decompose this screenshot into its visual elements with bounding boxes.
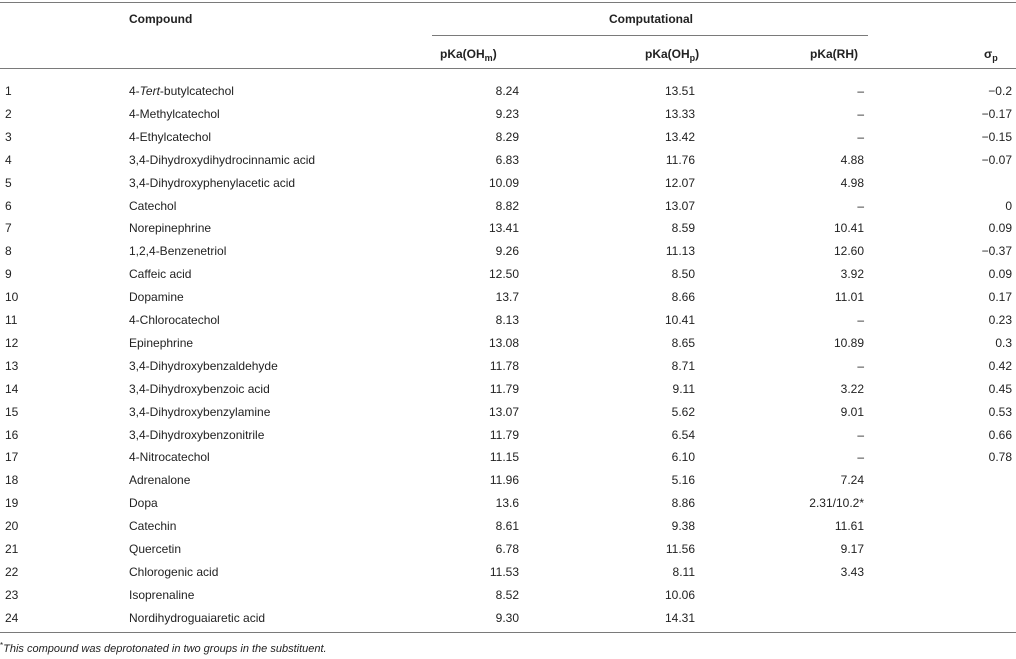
pka-rh-value: –: [857, 84, 864, 98]
row-number: 24: [5, 611, 19, 625]
pka-ohp-value: 8.66: [671, 290, 695, 304]
compound-name: Caffeic acid: [129, 267, 192, 281]
sigma-p-value: −0.15: [981, 130, 1012, 144]
compound-name: 4-Chlorocatechol: [129, 313, 220, 327]
header-computational: Computational: [609, 12, 693, 26]
pka-rh-value: 2.31/10.2*: [809, 496, 864, 510]
pka-ohm-value: 11.79: [489, 382, 519, 396]
sigma-p-value: 0.66: [988, 428, 1012, 442]
compound-name: 4-Methylcatechol: [129, 107, 220, 121]
pka-ohm-value: 6.83: [495, 153, 519, 167]
row-number: 3: [5, 130, 12, 144]
row-number: 21: [5, 542, 19, 556]
header-bottom-rule: [0, 68, 1016, 69]
pka-rh-value: 10.41: [833, 221, 864, 235]
pka-ohp-value: 9.38: [671, 519, 695, 533]
header-sigma-p: $\sigma_p$: [984, 47, 998, 63]
pka-rh-value: 4.88: [840, 153, 864, 167]
row-number: 6: [5, 199, 12, 213]
compound-name: 4-Ethylcatechol: [129, 130, 212, 144]
pka-ohm-value: 11.15: [489, 450, 519, 464]
pka-ohp-value: 13.33: [664, 107, 695, 121]
compound-name: Adrenalone: [129, 473, 191, 487]
pka-ohp-value: 11.56: [665, 542, 695, 556]
compound-name: 4-Nitrocatechol: [129, 450, 210, 464]
pka-ohp-value: 8.71: [671, 359, 695, 373]
pka-ohm-value: 11.53: [489, 565, 519, 579]
pka-ohp-value: 13.51: [664, 84, 695, 98]
compound-name: 1,2,4-Benzenetriol: [129, 244, 227, 258]
pka-ohp-value: 8.86: [671, 496, 695, 510]
pka-ohm-value: 8.13: [495, 313, 519, 327]
header-compound: Compound: [129, 12, 193, 26]
pka-ohm-value: 11.79: [489, 428, 519, 442]
pka-ohm-value: 13.41: [488, 221, 519, 235]
row-number: 15: [5, 405, 19, 419]
compound-name: 3,4-Dihydroxydihydrocinnamic acid: [129, 153, 316, 167]
pka-rh-value: 3.92: [840, 267, 864, 281]
pka-ohm-value: 13.7: [495, 290, 519, 304]
pka-ohp-value: 13.07: [664, 199, 695, 213]
compound-name: Norepinephrine: [129, 221, 212, 235]
pka-ohm-value: 10.09: [488, 176, 519, 190]
pka-rh-value: 9.17: [840, 542, 864, 556]
row-number: 9: [5, 267, 12, 281]
table-bottom-rule: [0, 632, 1016, 633]
compound-name: 3,4-Dihydroxybenzoic acid: [129, 382, 270, 396]
pka-ohp-value: 10.06: [664, 588, 695, 602]
row-number: 13: [5, 359, 19, 373]
row-number: 11: [5, 313, 18, 327]
compound-name: 3,4-Dihydroxybenzonitrile: [129, 428, 265, 442]
pka-ohm-value: 9.30: [495, 611, 519, 625]
pka-rh-value: –: [857, 199, 864, 213]
pka-ohp-value: 10.41: [664, 313, 695, 327]
pka-ohp-value: 12.07: [664, 176, 695, 190]
sigma-p-value: 0.45: [988, 382, 1012, 396]
row-number: 8: [5, 244, 12, 258]
pka-rh-value: –: [857, 313, 864, 327]
sigma-p-value: 0: [1005, 199, 1012, 213]
sigma-p-value: 0.09: [988, 267, 1012, 281]
sigma-p-value: −0.17: [981, 107, 1012, 121]
pka-rh-value: –: [857, 130, 864, 144]
table-top-rule: [0, 2, 1016, 3]
pka-rh-value: –: [857, 359, 864, 373]
row-number: 7: [5, 221, 12, 235]
compound-name: Dopamine: [129, 290, 184, 304]
pka-ohm-value: 8.82: [495, 199, 519, 213]
pka-ohp-value: 8.11: [672, 565, 695, 579]
pka-rh-value: 11.61: [834, 519, 864, 533]
row-number: 4: [5, 153, 12, 167]
pka-ohp-value: 9.11: [672, 382, 695, 396]
pka-ohm-value: 8.52: [495, 588, 519, 602]
pka-ohm-value: 8.61: [495, 519, 519, 533]
compound-name: 3,4-Dihydroxybenzylamine: [129, 405, 271, 419]
sigma-p-value: 0.23: [988, 313, 1012, 327]
pka-rh-value: 7.24: [840, 473, 864, 487]
sigma-p-value: −0.2: [988, 84, 1012, 98]
pka-rh-value: 3.22: [840, 382, 864, 396]
row-number: 2: [5, 107, 12, 121]
pka-ohp-value: 5.62: [671, 405, 695, 419]
pka-ohm-value: 9.26: [495, 244, 519, 258]
pka-ohm-value: 13.07: [488, 405, 519, 419]
pka-ohm-value: 11.78: [489, 359, 519, 373]
sigma-p-value: 0.78: [988, 450, 1012, 464]
pka-ohp-value: 6.10: [671, 450, 695, 464]
compound-name: Isoprenaline: [129, 588, 195, 602]
pka-rh-value: 12.60: [833, 244, 864, 258]
pka-ohp-value: 6.54: [671, 428, 695, 442]
sigma-p-value: 0.3: [995, 336, 1012, 350]
row-number: 12: [5, 336, 19, 350]
pka-ohm-value: 11.96: [489, 473, 519, 487]
compound-name: Dopa: [129, 496, 158, 510]
row-number: 23: [5, 588, 19, 602]
sigma-p-value: 0.17: [988, 290, 1012, 304]
pka-ohm-value: 6.78: [495, 542, 519, 556]
compound-name: Catechol: [129, 199, 177, 213]
pka-ohp-value: 14.31: [664, 611, 695, 625]
row-number: 16: [5, 428, 19, 442]
pka-rh-value: 9.01: [840, 405, 864, 419]
row-number: 17: [5, 450, 19, 464]
row-number: 19: [5, 496, 19, 510]
pka-rh-value: –: [857, 450, 864, 464]
pka-ohp-value: 5.16: [671, 473, 695, 487]
pka-ohp-value: 13.42: [664, 130, 695, 144]
pka-rh-value: 3.43: [840, 565, 864, 579]
sigma-p-value: −0.37: [981, 244, 1012, 258]
pka-ohm-value: 9.23: [495, 107, 519, 121]
row-number: 1: [5, 84, 12, 98]
pka-ohp-value: 8.65: [671, 336, 695, 350]
compound-name: Epinephrine: [129, 336, 194, 350]
pka-ohm-value: 8.29: [495, 130, 519, 144]
pka-ohm-value: 8.24: [495, 84, 519, 98]
compound-name: Quercetin: [129, 542, 182, 556]
pka-rh-value: 11.01: [834, 290, 864, 304]
pka-ohm-value: 12.50: [488, 267, 519, 281]
sigma-p-value: 0.53: [988, 405, 1012, 419]
computational-group-rule: [432, 35, 868, 36]
sigma-p-value: 0.42: [988, 359, 1012, 373]
sigma-p-value: −0.07: [981, 153, 1012, 167]
pka-ohp-value: 8.50: [671, 267, 695, 281]
compound-name: 3,4-Dihydroxyphenylacetic acid: [129, 176, 296, 190]
pka-ohm-value: 13.6: [495, 496, 519, 510]
row-number: 20: [5, 519, 19, 533]
table-footnote: *This compound was deprotonated in two groups in the substituent.: [0, 641, 327, 655]
compound-name: Catechin: [129, 519, 177, 533]
pka-ohp-value: 11.13: [665, 244, 695, 258]
row-number: 10: [5, 290, 19, 304]
pka-rh-value: –: [857, 428, 864, 442]
pka-rh-value: –: [857, 107, 864, 121]
compound-name: Nordihydroguaiaretic acid: [129, 611, 266, 625]
row-number: 5: [5, 176, 12, 190]
header-pka-ohm: $pKa(OH_m)$: [440, 47, 497, 63]
pka-ohp-value: 8.59: [671, 221, 695, 235]
compound-name: Chlorogenic acid: [129, 565, 219, 579]
row-number: 22: [5, 565, 19, 579]
header-pka-rh: pKa(RH): [810, 47, 858, 61]
row-number: 14: [5, 382, 19, 396]
header-pka-ohp: $pKa(OH_p)$: [645, 47, 700, 63]
compound-name: 4-Tert-butylcatechol: [129, 84, 234, 98]
pka-ohp-value: 11.76: [665, 153, 695, 167]
pka-ohm-value: 13.08: [488, 336, 519, 350]
sigma-p-value: 0.09: [988, 221, 1012, 235]
compound-name: 3,4-Dihydroxybenzaldehyde: [129, 359, 278, 373]
pka-rh-value: 10.89: [833, 336, 864, 350]
row-number: 18: [5, 473, 19, 487]
pka-rh-value: 4.98: [840, 176, 864, 190]
